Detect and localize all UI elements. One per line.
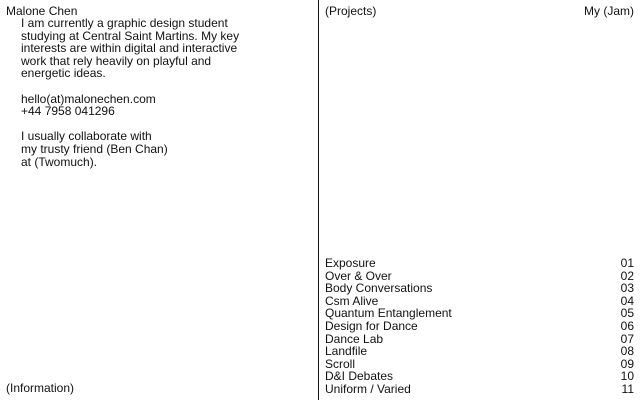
project-number: 08: [620, 344, 634, 359]
projects-panel: [319, 0, 640, 400]
bio-line: I am currently a graphic design student: [21, 16, 228, 30]
project-title: Body Conversations: [325, 281, 433, 296]
project-list: [325, 257, 634, 396]
site-owner-name: Malone Chen: [6, 4, 78, 18]
collab-line[interactable]: my trusty friend (Ben Chan): [21, 141, 168, 156]
bio-line: energetic ideas.: [21, 66, 106, 81]
email-link[interactable]: hello(at)malonechen.com: [21, 91, 156, 106]
jam-link[interactable]: My (Jam): [584, 4, 634, 18]
project-title: Quantum Entanglement: [325, 306, 452, 321]
project-title: Landfile: [325, 344, 368, 359]
project-title: Exposure: [325, 256, 376, 270]
project-number: 11: [621, 381, 634, 396]
project-title: D&I Debates: [325, 369, 394, 384]
bio-line: interests are within digital and interactive: [21, 41, 238, 56]
project-item[interactable]: [325, 345, 634, 358]
project-title: Scroll: [325, 356, 356, 371]
project-item[interactable]: [325, 383, 634, 396]
project-number: 05: [620, 306, 634, 321]
project-number: 07: [620, 331, 634, 346]
project-title: Design for Dance: [325, 318, 418, 333]
information-link[interactable]: (Information): [6, 381, 75, 395]
project-title: Csm Alive: [325, 293, 379, 308]
project-item[interactable]: [325, 282, 634, 295]
collab-line[interactable]: at (Twomuch).: [21, 154, 98, 169]
project-number: 02: [620, 268, 634, 283]
project-item[interactable]: [325, 333, 634, 346]
bio-line: work that rely heavily on playful and: [21, 53, 212, 68]
bio-line: studying at Central Saint Martins. My key: [21, 28, 240, 43]
project-number: 04: [620, 293, 634, 308]
info-panel: [0, 0, 318, 400]
contact-paragraph: [21, 93, 261, 118]
bio-paragraph: [21, 17, 261, 80]
project-number: 06: [620, 318, 634, 333]
projects-link[interactable]: (Projects): [325, 4, 377, 18]
project-item[interactable]: [325, 320, 634, 333]
collab-paragraph: [21, 130, 261, 168]
project-title: Uniform / Varied: [325, 381, 411, 396]
project-number: 01: [620, 256, 634, 270]
project-number: 03: [620, 281, 634, 296]
phone-number[interactable]: +44 7958 041296: [21, 104, 115, 119]
project-number: 10: [620, 369, 634, 384]
project-title: Over & Over: [325, 268, 392, 283]
project-title: Dance Lab: [325, 331, 384, 346]
collab-line: I usually collaborate with: [21, 129, 152, 144]
bio-block: [21, 17, 261, 181]
project-item[interactable]: [325, 257, 634, 270]
project-number: 09: [620, 356, 634, 371]
